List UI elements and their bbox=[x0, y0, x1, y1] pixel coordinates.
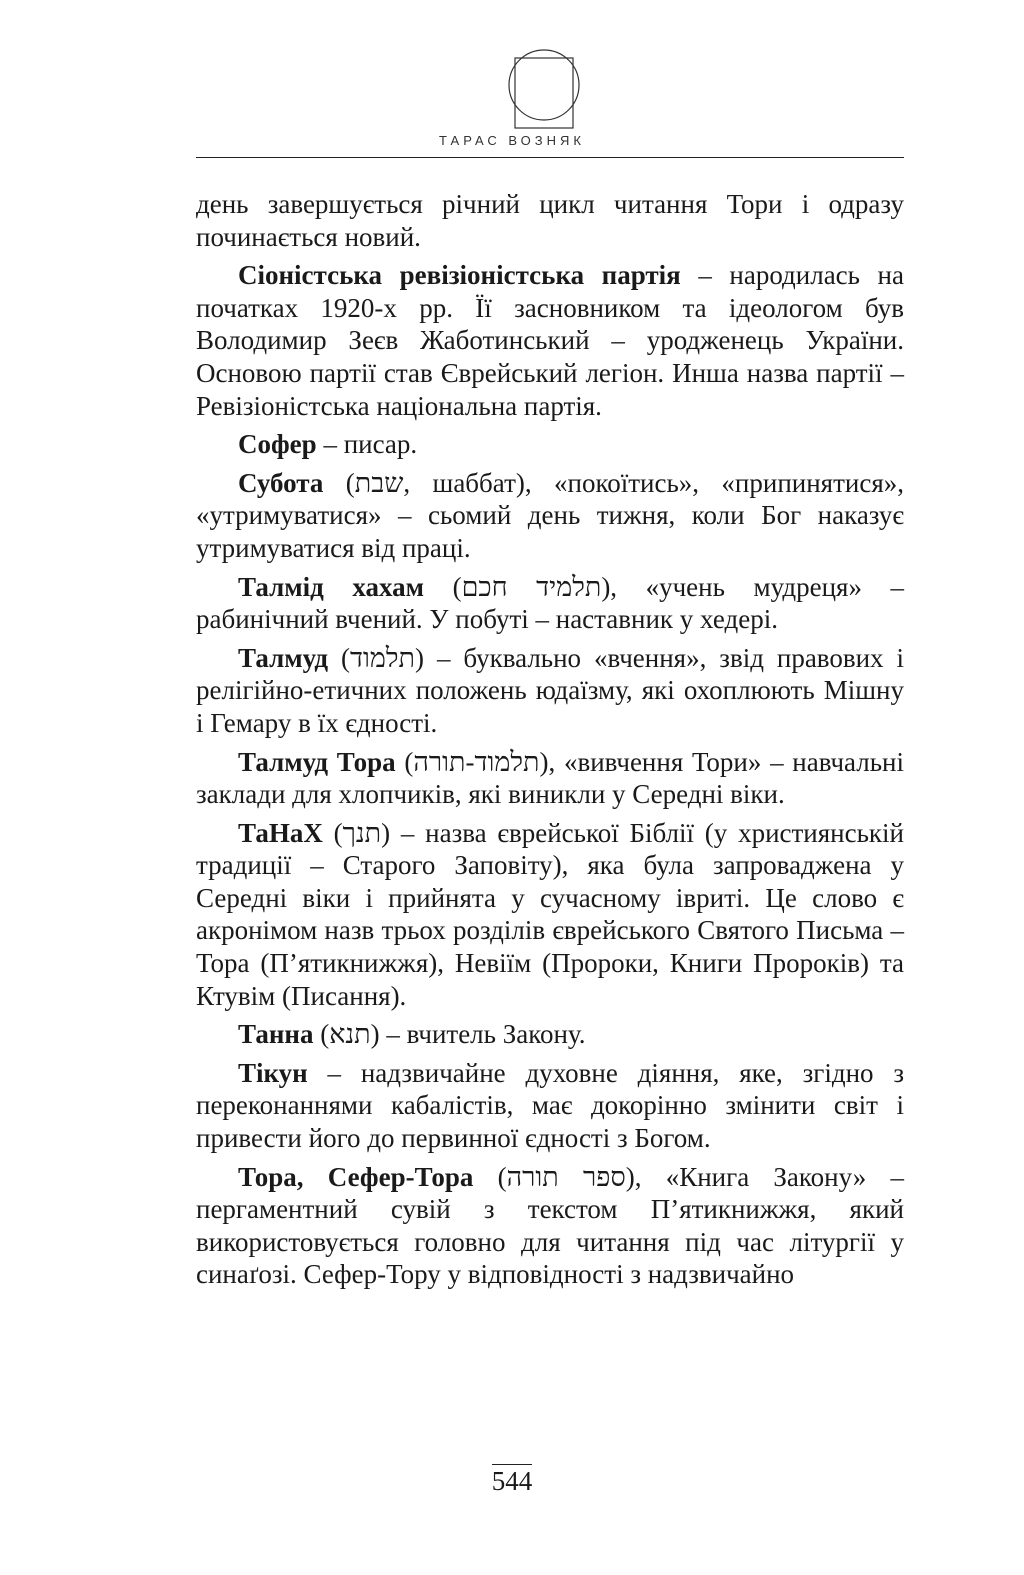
entry-text: ), «Книга Закону» – пергаментний сувій з текстом П’ятикнижжя, який використовується головно для читання під час літургії у синаґозі. Сефер-Тору у відповідності з надзвичайно bbox=[196, 1161, 904, 1290]
entry-term: Талмід хахам bbox=[238, 571, 425, 602]
entry-term: Софер bbox=[238, 429, 317, 460]
hebrew-term: ספר תורה bbox=[506, 1161, 626, 1192]
page-number-label: 544 bbox=[491, 1466, 533, 1496]
entry-term: Талмуд Тора bbox=[238, 746, 396, 777]
entry-text: ( bbox=[328, 642, 351, 673]
entry-text: ), «учень мудреця» – рабинічний вчений. У побуті – наставник у хедері. bbox=[196, 571, 905, 635]
entry-text: ( bbox=[473, 1161, 507, 1192]
glossary-entry bbox=[196, 571, 904, 636]
glossary-entry bbox=[196, 188, 904, 253]
entry-text: ) – вчитель Закону. bbox=[370, 1019, 586, 1050]
glossary-entry bbox=[196, 817, 904, 1013]
glossary-entry bbox=[196, 259, 904, 422]
entry-term: Сіоністська ревізіоністська партія bbox=[238, 260, 681, 291]
entry-text: ( bbox=[424, 571, 462, 602]
hebrew-term: שבת bbox=[354, 467, 404, 498]
entry-text: – надзвичайне духовне діяння, яке, згідно з переконаннями кабалістів, має докорінно змінити світ і привести його до первинної єдності з Богом. bbox=[196, 1057, 904, 1154]
entry-text: – народилась на початках 1920-х рр. Її засновником та ідеологом був Володимир Зеєв Жаботинський – уродженець України. Основою партії став Єврейський легіон. Инша назва партії – Ревізіоністська національна партія. bbox=[196, 260, 904, 421]
glossary-entry bbox=[196, 1161, 904, 1291]
hebrew-term: תלמיד חכם bbox=[461, 571, 602, 602]
entry-text: день завершується річний цикл читання Тори і одразу починається новий. bbox=[196, 189, 904, 252]
hebrew-term: תנא bbox=[329, 1019, 371, 1050]
entry-term: Субота bbox=[238, 467, 324, 498]
page-number bbox=[0, 1466, 1024, 1497]
glossary-entry bbox=[196, 1018, 904, 1051]
glossary-entry bbox=[196, 642, 904, 740]
entry-text: ( bbox=[395, 746, 414, 777]
hebrew-term: תנך bbox=[342, 817, 382, 848]
entry-term: Талмуд bbox=[238, 642, 329, 673]
entry-text: ) – назва єврейської Біблії (у християнській традиції – Старого Заповіту), яка була запроваджена у Середні віки і прийнята у сучасному івриті. Це слово є акронімом назв трьох розділів єврейського Святого Письма – Тора (П’ятикнижжя), Невіїм (Пророки, Книги Пророків) та Ктувім (Писання). bbox=[196, 817, 904, 1011]
entry-text: – писар. bbox=[316, 429, 418, 460]
glossary-entry bbox=[196, 1057, 904, 1155]
running-header-author: ТАРАС ВОЗНЯК bbox=[439, 133, 585, 148]
header-rule bbox=[196, 157, 904, 158]
glossary-text bbox=[196, 188, 904, 1297]
entry-text: ) – буквально «вчення», звід правових і релігійно-етичних положень юдаїзму, які охоплюють Мішну і Гемару в їх єдності. bbox=[196, 642, 904, 738]
glossary-entry bbox=[196, 746, 904, 811]
entry-text: ( bbox=[313, 1019, 330, 1050]
circle-square-logo-icon bbox=[505, 40, 583, 130]
glossary-entry bbox=[196, 428, 904, 461]
entry-text: ( bbox=[323, 467, 355, 498]
entry-term: Танна bbox=[238, 1019, 314, 1050]
entry-text: ( bbox=[322, 817, 343, 848]
entry-term: ТаНаХ bbox=[238, 817, 323, 848]
hebrew-term: תלמוד-תורה bbox=[413, 746, 540, 777]
glossary-entry bbox=[196, 467, 904, 565]
entry-term: Тікун bbox=[238, 1057, 308, 1088]
entry-text: , шаббат), «покоїтись», «припинятися», «утримуватися» – сьомий день тижня, коли Бог наказує утримуватися від праці. bbox=[196, 467, 904, 563]
entry-text: ), «вивчення Тори» – навчальні заклади для хлопчиків, які виникли у Середні віки. bbox=[196, 746, 904, 810]
entry-term: Тора, Сефер-Тора bbox=[238, 1161, 474, 1192]
hebrew-term: תלמוד bbox=[350, 642, 416, 673]
